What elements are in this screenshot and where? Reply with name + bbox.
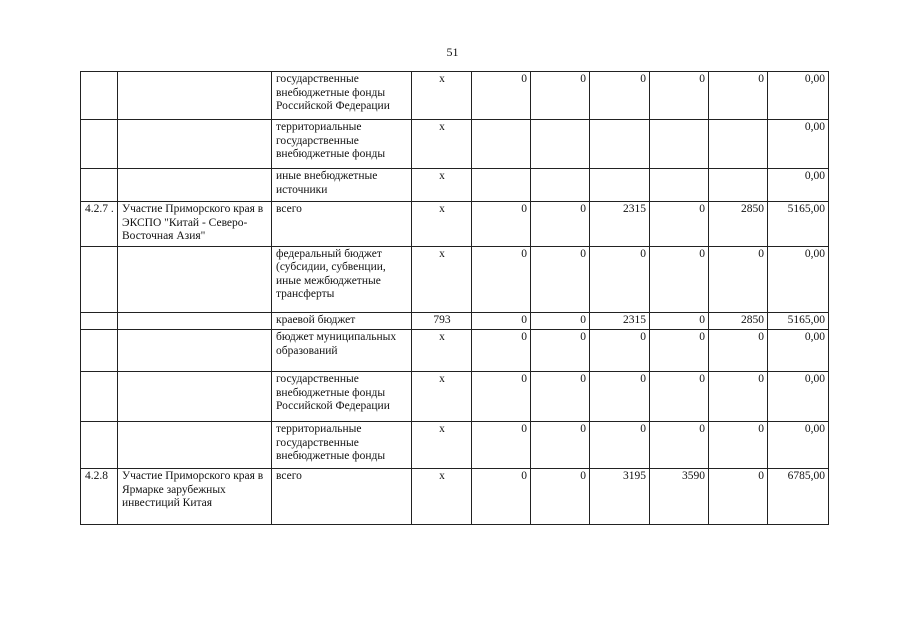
table-row (81, 312, 829, 330)
row-grbs: x (412, 72, 472, 120)
row-value: 0 (590, 246, 650, 312)
row-total: 0,00 (768, 372, 829, 422)
row-source: государственные внебюджетные фонды Российской Федерации (272, 372, 412, 422)
row-name (118, 72, 272, 120)
row-value: 0 (531, 202, 590, 247)
row-value: 0 (531, 330, 590, 372)
row-value: 0 (472, 372, 531, 422)
row-grbs: x (412, 120, 472, 169)
row-total: 0,00 (768, 72, 829, 120)
row-total: 0,00 (768, 169, 829, 202)
row-value: 0 (472, 72, 531, 120)
row-code (81, 120, 118, 169)
row-code (81, 72, 118, 120)
row-value: 0 (709, 330, 768, 372)
row-code: 4.2.7 . (81, 202, 118, 247)
row-value: 0 (472, 312, 531, 330)
row-value: 0 (531, 372, 590, 422)
row-source: краевой бюджет (272, 312, 412, 330)
table-row (81, 246, 829, 312)
row-value: 0 (531, 422, 590, 469)
row-value: 0 (531, 312, 590, 330)
row-code (81, 330, 118, 372)
row-name (118, 169, 272, 202)
row-name: Участие Приморского края в Ярмарке зарубежных инвестиций Китая (118, 469, 272, 525)
row-value (472, 120, 531, 169)
row-value: 0 (709, 422, 768, 469)
row-value: 0 (531, 72, 590, 120)
row-code (81, 372, 118, 422)
row-source: всего (272, 202, 412, 247)
row-value: 0 (650, 330, 709, 372)
row-name (118, 120, 272, 169)
row-grbs: x (412, 330, 472, 372)
row-value (709, 120, 768, 169)
row-value: 0 (709, 246, 768, 312)
row-value: 0 (650, 372, 709, 422)
row-value: 0 (650, 246, 709, 312)
row-value: 2315 (590, 202, 650, 247)
row-value: 0 (650, 202, 709, 247)
row-value (531, 169, 590, 202)
row-value: 0 (472, 422, 531, 469)
row-value: 0 (472, 469, 531, 525)
row-grbs: x (412, 169, 472, 202)
row-value: 2850 (709, 312, 768, 330)
row-total: 6785,00 (768, 469, 829, 525)
row-value (709, 169, 768, 202)
row-total: 0,00 (768, 422, 829, 469)
table-row (81, 469, 829, 525)
row-value: 0 (472, 246, 531, 312)
table-row (81, 202, 829, 247)
table-row (81, 372, 829, 422)
row-value: 3195 (590, 469, 650, 525)
row-value (590, 169, 650, 202)
row-name (118, 312, 272, 330)
row-value: 0 (472, 202, 531, 247)
table-row (81, 120, 829, 169)
row-grbs: x (412, 372, 472, 422)
row-source: всего (272, 469, 412, 525)
row-value (531, 120, 590, 169)
row-code (81, 246, 118, 312)
table-row (81, 422, 829, 469)
row-value: 0 (531, 246, 590, 312)
row-value: 2315 (590, 312, 650, 330)
row-value: 0 (590, 72, 650, 120)
row-value (590, 120, 650, 169)
table-row (81, 330, 829, 372)
row-total: 5165,00 (768, 202, 829, 247)
table-row (81, 169, 829, 202)
row-value (650, 120, 709, 169)
row-source: государственные внебюджетные фонды Российской Федерации (272, 72, 412, 120)
row-grbs: 793 (412, 312, 472, 330)
row-total: 0,00 (768, 120, 829, 169)
row-value: 0 (650, 312, 709, 330)
row-name: Участие Приморского края в ЭКСПО "Китай - Северо-Восточная Азия" (118, 202, 272, 247)
row-value: 0 (590, 330, 650, 372)
row-total: 5165,00 (768, 312, 829, 330)
row-code: 4.2.8 (81, 469, 118, 525)
budget-table (80, 71, 829, 525)
row-value: 0 (590, 422, 650, 469)
row-name (118, 330, 272, 372)
row-value: 0 (709, 469, 768, 525)
row-total: 0,00 (768, 246, 829, 312)
row-value: 3590 (650, 469, 709, 525)
row-name (118, 372, 272, 422)
row-value: 0 (650, 422, 709, 469)
row-value: 0 (709, 372, 768, 422)
row-grbs: x (412, 202, 472, 247)
row-value: 0 (650, 72, 709, 120)
row-grbs: x (412, 246, 472, 312)
row-name (118, 246, 272, 312)
row-total: 0,00 (768, 330, 829, 372)
row-value (472, 169, 531, 202)
row-value: 0 (590, 372, 650, 422)
row-code (81, 169, 118, 202)
row-source: иные внебюджетные источники (272, 169, 412, 202)
row-name (118, 422, 272, 469)
row-value: 2850 (709, 202, 768, 247)
row-source: федеральный бюджет (субсидии, субвенции, иные межбюджетные трансферты (272, 246, 412, 312)
table-row (81, 72, 829, 120)
row-grbs: x (412, 422, 472, 469)
row-value: 0 (531, 469, 590, 525)
row-value: 0 (472, 330, 531, 372)
row-code (81, 312, 118, 330)
page-number: 51 (446, 45, 459, 59)
row-code (81, 422, 118, 469)
row-value (650, 169, 709, 202)
row-grbs: x (412, 469, 472, 525)
row-source: территориальные государственные внебюджетные фонды (272, 422, 412, 469)
row-source: бюджет муниципальных образований (272, 330, 412, 372)
row-source: территориальные государственные внебюджетные фонды (272, 120, 412, 169)
row-value: 0 (709, 72, 768, 120)
